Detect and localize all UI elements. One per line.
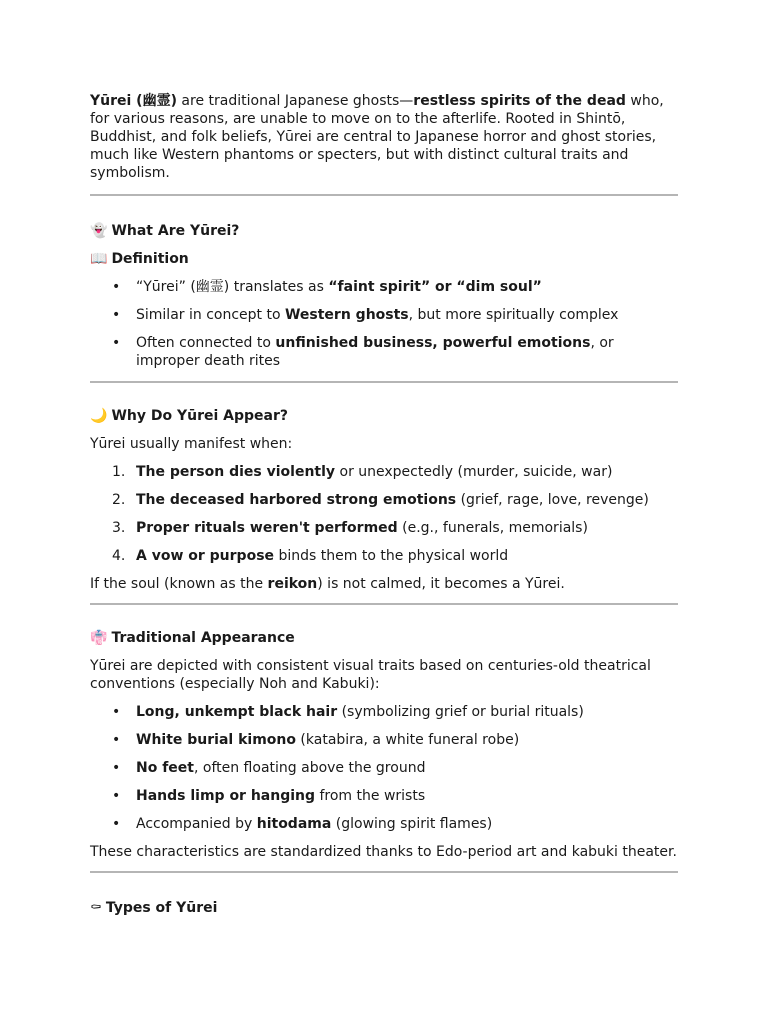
list-item	[90, 334, 678, 370]
section-lead-appearance: Yūrei are depicted with consistent visual traits based on centuries-old theatrical conventions (especially Noh and Kabuki):	[90, 658, 651, 692]
section-title-appearance: Traditional Appearance	[111, 630, 295, 646]
list-item	[90, 491, 678, 509]
list-item-text: Often connected to	[136, 335, 276, 351]
list-item-text: , often floating above the ground	[193, 760, 426, 776]
list-item-bold: White burial kimono	[136, 732, 296, 748]
section-heading-what	[90, 222, 678, 240]
section-closing-why	[90, 575, 678, 593]
definition-list	[90, 278, 678, 370]
list-item-text: Accompanied by	[136, 816, 257, 832]
list-item-text: (glowing spirit flames)	[331, 816, 493, 832]
list-item-bold: hitodama	[256, 816, 332, 832]
list-item-bold: The person dies violently	[136, 464, 336, 480]
book-icon: 📖	[90, 251, 108, 267]
list-item-bold: A vow or purpose	[136, 548, 275, 564]
section-heading-appearance	[90, 629, 678, 647]
list-item-text: “Yūrei” (幽霊) translates as	[136, 279, 329, 295]
list-item-bold: No feet	[136, 760, 194, 776]
intro-paragraph	[90, 92, 678, 182]
moon-icon: 🌙	[90, 408, 108, 424]
list-item	[90, 731, 678, 749]
coffin-icon: ⚰	[90, 900, 102, 916]
list-item	[90, 519, 678, 537]
list-item-text: from the wrists	[315, 788, 426, 804]
section-heading-why	[90, 407, 678, 425]
list-item-bold: Proper rituals weren't performed	[136, 520, 398, 536]
divider	[90, 381, 678, 383]
list-item	[90, 703, 678, 721]
list-item-bold: Western ghosts	[284, 307, 409, 323]
appearance-list	[90, 703, 678, 833]
list-item-bold: “faint spirit” or “dim soul”	[328, 279, 542, 295]
list-number: 1.	[112, 464, 126, 480]
list-item-text: (e.g., funerals, memorials)	[397, 520, 588, 536]
closing-text: If the soul (known as the	[90, 576, 268, 592]
ghost-icon: 👻	[90, 223, 108, 239]
list-item-bold: Hands limp or hanging	[136, 788, 316, 804]
list-item	[90, 547, 678, 565]
divider	[90, 603, 678, 605]
list-number: 2.	[112, 492, 126, 508]
intro-text-1: are traditional Japanese ghosts—	[176, 93, 414, 109]
list-item-text: (symbolizing grief or burial rituals)	[337, 704, 584, 720]
section-lead-why: Yūrei usually manifest when:	[90, 436, 293, 452]
list-item-text: Similar in concept to	[136, 307, 285, 323]
section-title-types: Types of Yūrei	[105, 900, 218, 916]
list-item-text: , but more spiritually complex	[408, 307, 619, 323]
reasons-list	[90, 463, 678, 565]
list-item	[90, 787, 678, 805]
subheading-definition	[90, 250, 678, 268]
list-item	[90, 278, 678, 296]
list-number: 4.	[112, 548, 126, 564]
list-item-text: , or improper death rites	[136, 335, 614, 369]
closing-text: ) is not calmed, it becomes a Yūrei.	[317, 576, 565, 592]
list-item-text: (katabira, a white funeral robe)	[295, 732, 520, 748]
intro-term: Yūrei (幽霊)	[90, 93, 177, 109]
list-item	[90, 306, 678, 324]
list-item-text: binds them to the physical world	[274, 548, 509, 564]
intro-bold-1: restless spirits of the dead	[413, 93, 626, 109]
list-item-text: (grief, rage, love, revenge)	[456, 492, 649, 508]
list-item-text: or unexpectedly (murder, suicide, war)	[335, 464, 613, 480]
section-heading-types	[90, 899, 678, 917]
divider	[90, 871, 678, 873]
subheading-definition-title: Definition	[111, 251, 189, 267]
closing-bold: reikon	[267, 576, 318, 592]
list-item-bold: unfinished business, powerful emotions	[275, 335, 591, 351]
section-closing-appearance: These characteristics are standardized thanks to Edo-period art and kabuki theater.	[90, 844, 677, 860]
list-item	[90, 759, 678, 777]
section-title-what: What Are Yūrei?	[111, 223, 240, 239]
list-item	[90, 463, 678, 481]
list-item-bold: The deceased harbored strong emotions	[136, 492, 457, 508]
kimono-icon: 👘	[90, 630, 108, 646]
intro-text-2: who, for various reasons, are unable to move on to the afterlife. Rooted in Shintō, Buddhist, and folk beliefs, Yūrei are central to Japanese horror and ghost stories, much like Western phantoms or specters, but with distinct cultural traits and symbolism.	[90, 93, 664, 181]
list-item	[90, 815, 678, 833]
list-item-bold: Long, unkempt black hair	[136, 704, 338, 720]
divider	[90, 194, 678, 196]
list-number: 3.	[112, 520, 126, 536]
section-title-why: Why Do Yūrei Appear?	[111, 408, 288, 424]
